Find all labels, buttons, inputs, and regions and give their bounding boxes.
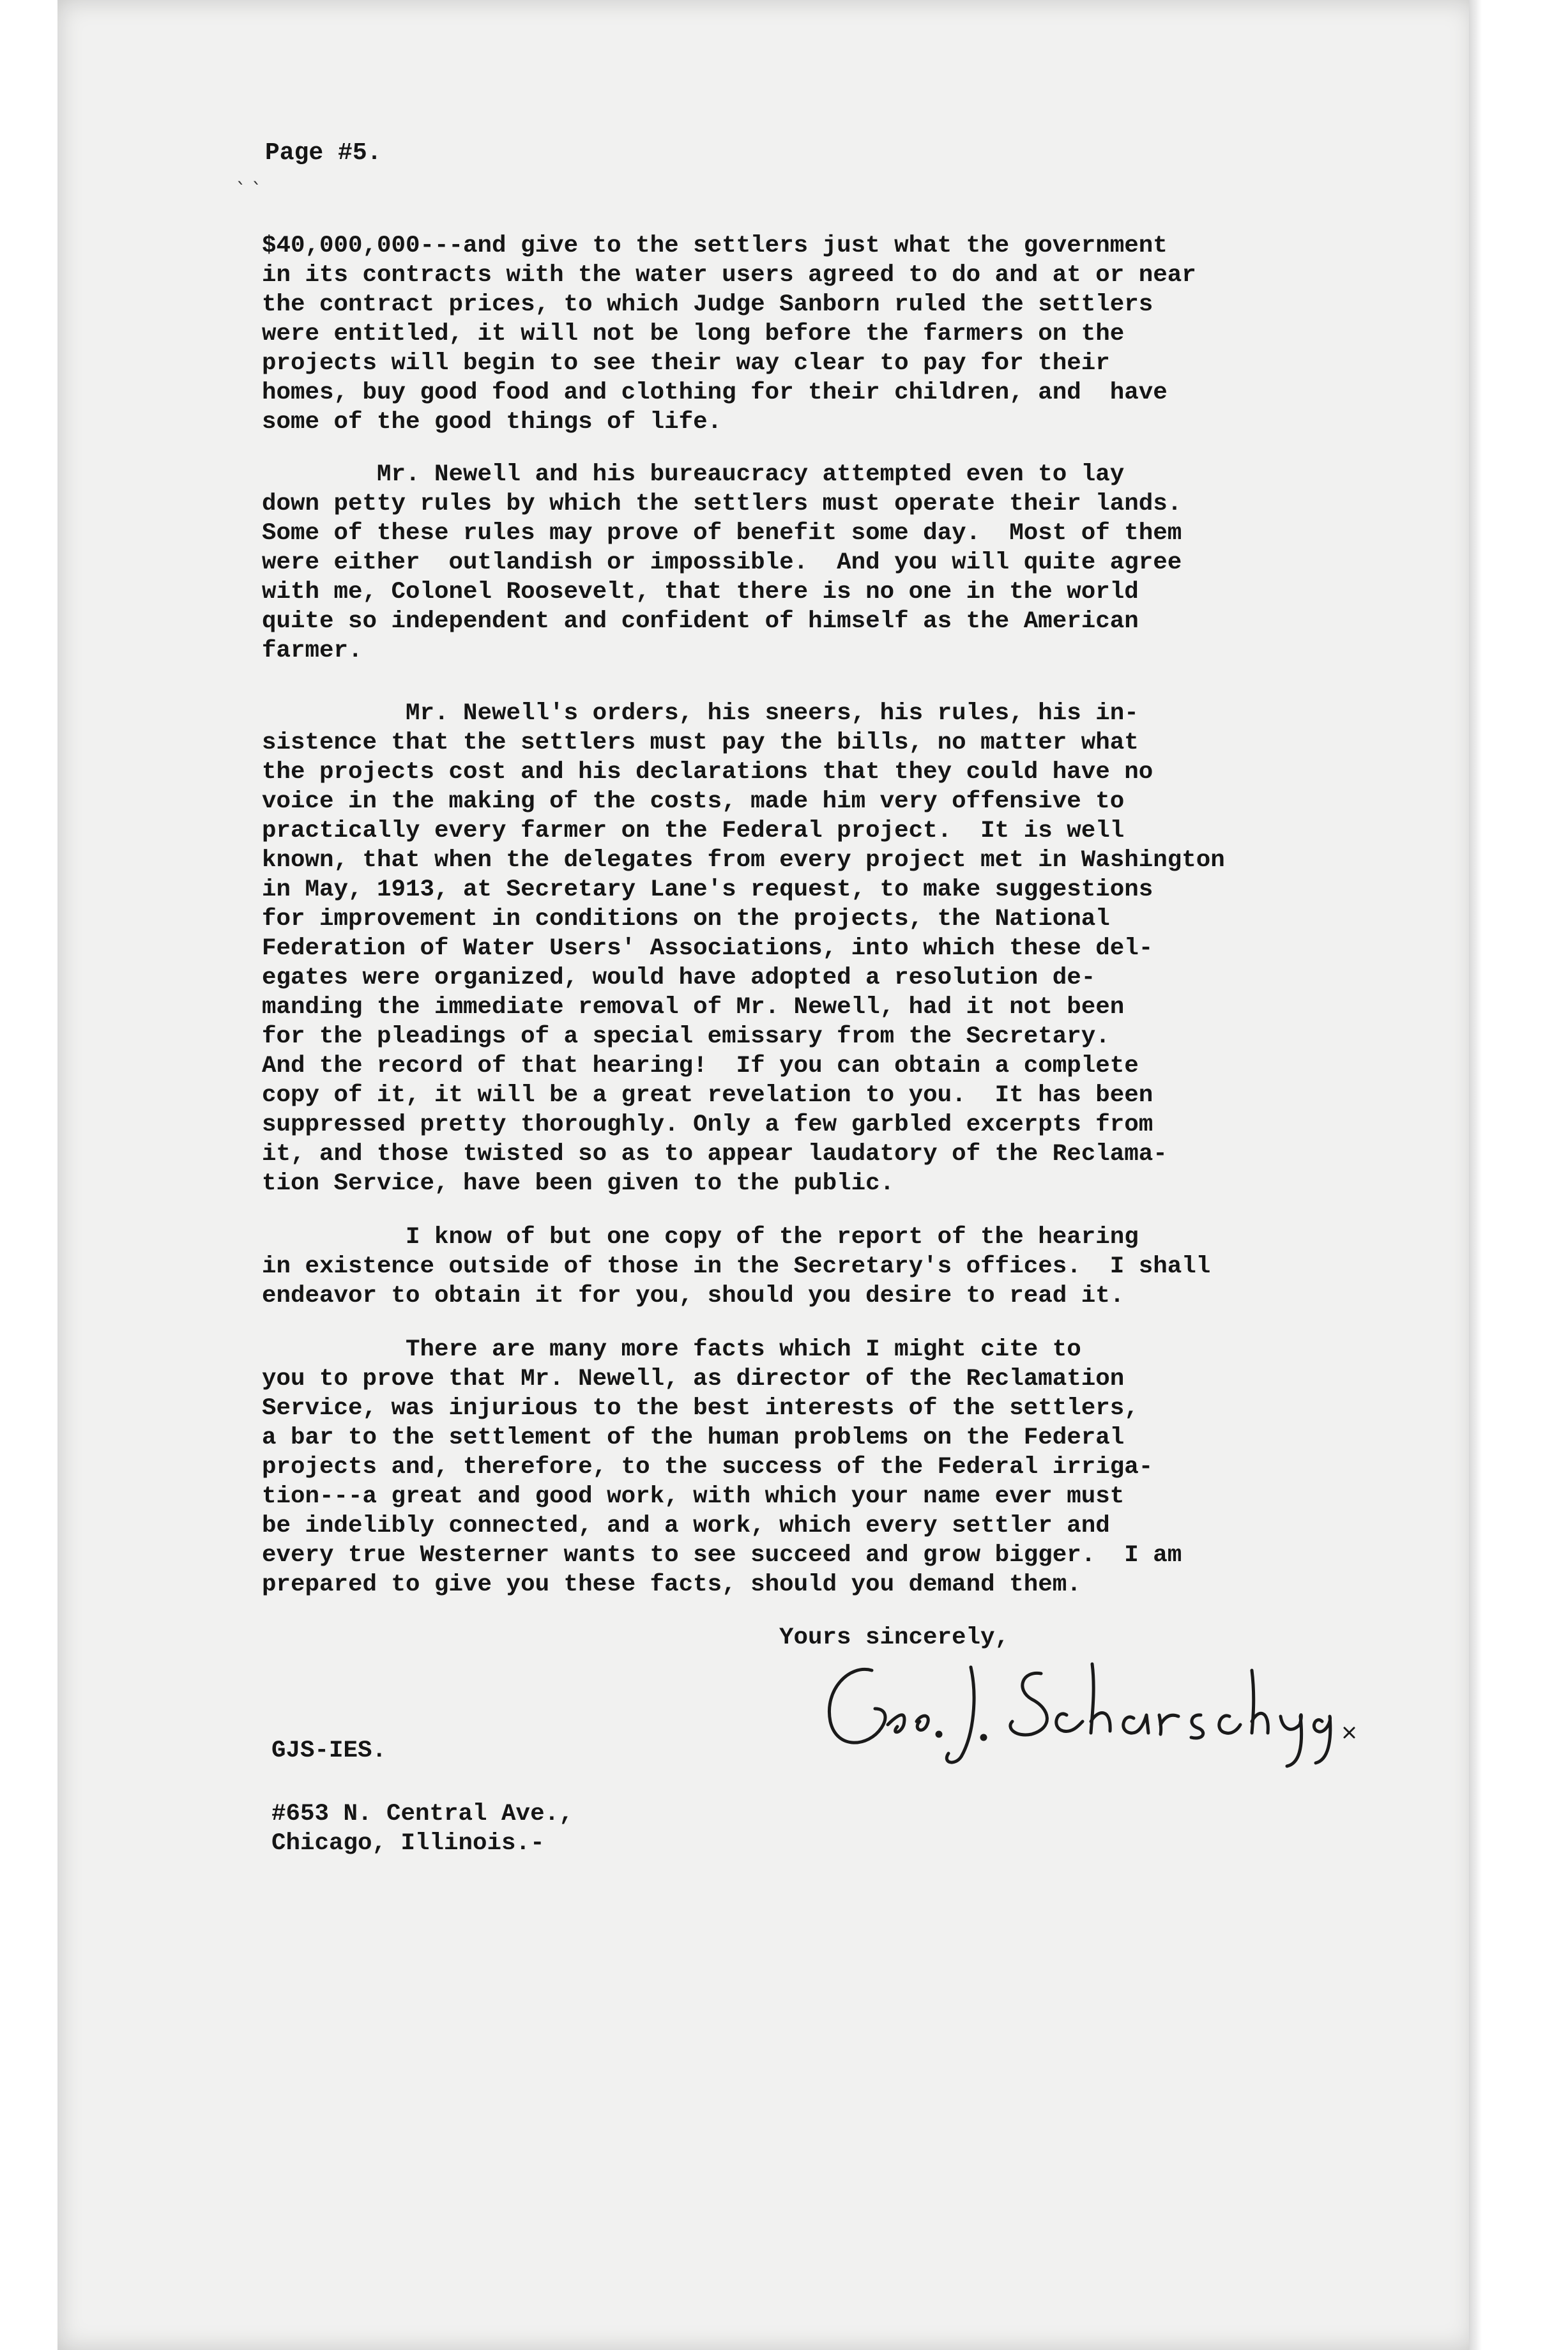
page-edge bbox=[1469, 0, 1482, 2350]
paragraph-1: $40,000,000---and give to the settlers just what the government in its contracts with the water users agreed to do and at or near the contract prices, to which Judge Sanborn ruled the settlers were entitled, it will not be long before the farmers on the projects will begin to see their way clear to pay for their homes, buy good food and clothing for their children, and have some of the good things of life. bbox=[262, 233, 1196, 436]
closing-salutation: Yours sincerely, bbox=[779, 1624, 1010, 1651]
sender-address: #653 N. Central Ave., Chicago, Illinois.- bbox=[271, 1801, 574, 1857]
paragraph-3: Mr. Newell's orders, his sneers, his rules, his in- sistence that the settlers must pay the bills, no matter what the projects cost and his declarations that they could have no voice in the making of the costs, made him very offensive to practically every farmer on the Federal project. It is well known, that when the delegates from every project met in Washington in May, 1913, at Secretary Lane's request, to make suggestions for improvement in conditions on the projects, the National Federation of Water Users' Associations, into which these del- egates were organized, would have adopted a resolution de- manding the immediate removal of Mr. Newell, had it not been for the pleadings of a special emissary from the Secretary. And the record of that hearing! If you can obtain a complete copy of it, it will be a great revelation to you. It has been suppressed pretty thoroughly. Only a few garbled excerpts from it, and those twisted so as to appear laudatory of the Reclama- tion Service, have been given to the public. bbox=[262, 700, 1225, 1197]
margin-tick-mark: ˎ ˎ bbox=[236, 163, 262, 185]
page-number: Page #5. bbox=[265, 139, 382, 167]
paragraph-2: Mr. Newell and his bureaucracy attempted even to lay down petty rules by which the settlers must operate their lands. Some of these rules may prove of benefit some day. Most of them were either outlandish or impossible. And you will quite agree with me, Colonel Roosevelt, that there is no one in the world quite so independent and confident of himself as the American farmer. bbox=[262, 461, 1182, 664]
handwritten-signature bbox=[811, 1645, 1360, 1773]
paragraph-4: I know of but one copy of the report of the hearing in existence outside of those in the Secretary's offices. I shall endeavor to obtain it for you, should you desire to read it. bbox=[262, 1224, 1211, 1309]
paragraph-5: There are many more facts which I might cite to you to prove that Mr. Newell, as director of the Reclamation Service, was injurious to the best interests of the settlers, a bar to the settlement of the human problems on the Federal projects and, therefore, to the success of the Federal irriga- tion---a great and good work, with which your name ever must be indelibly connected, and a work, which every settler and every true Westerner wants to see succeed and grow bigger. I am prepared to give you these facts, should you demand them. bbox=[262, 1336, 1182, 1598]
typist-initials: GJS-IES. bbox=[271, 1737, 387, 1764]
